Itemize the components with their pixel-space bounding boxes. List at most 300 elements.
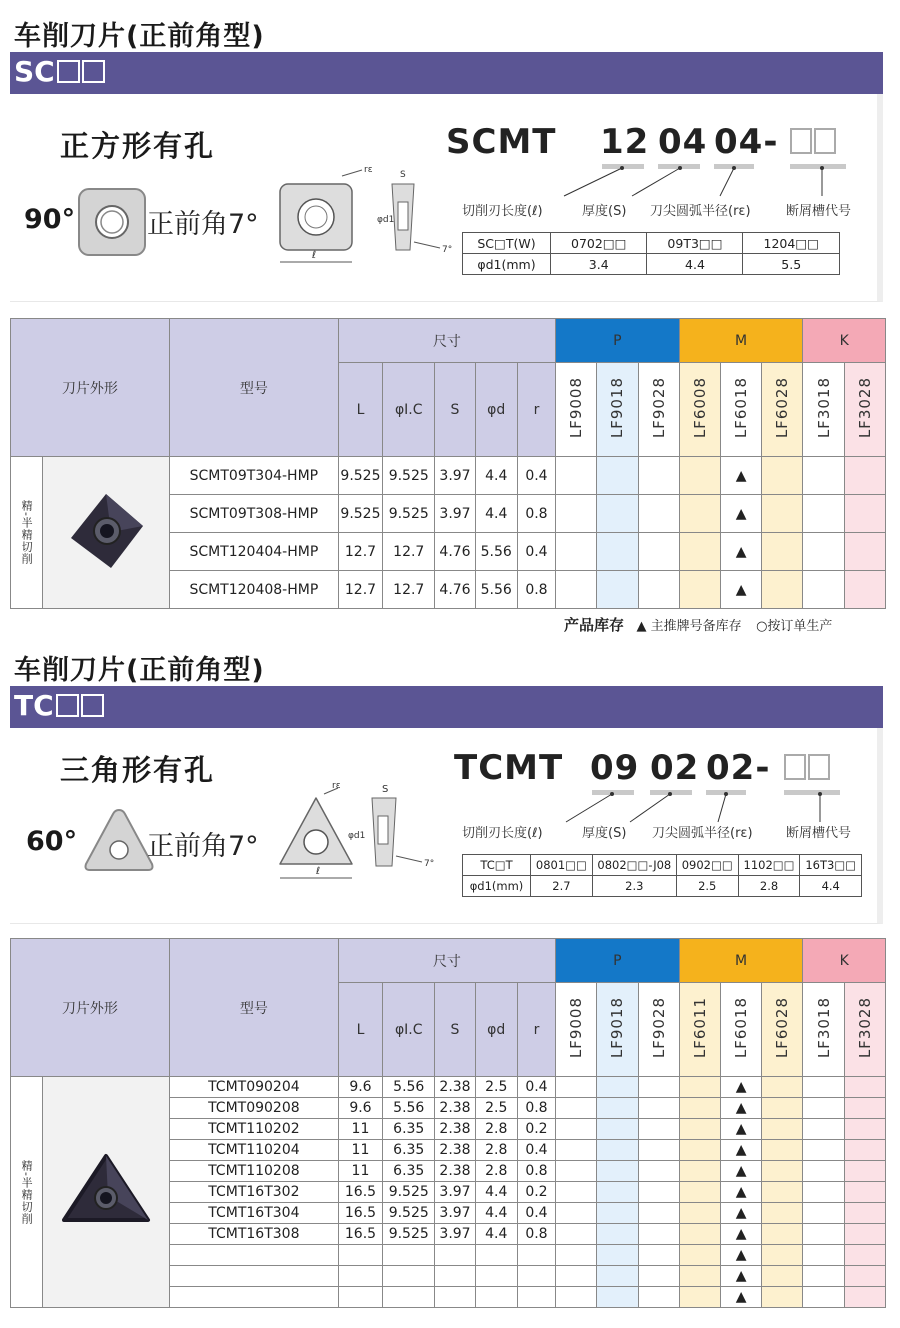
table-cell: P <box>556 939 680 983</box>
table-cell: 3.97 <box>435 457 475 495</box>
table-cell: φd <box>475 983 517 1077</box>
section2-heading: 车削刀片(正前角型) <box>14 655 265 686</box>
table-cell <box>844 1266 885 1287</box>
table-cell: 4.4 <box>475 1224 517 1245</box>
table-cell <box>762 1182 803 1203</box>
table-cell <box>638 1098 679 1119</box>
table-cell <box>43 457 170 609</box>
table-cell <box>638 1119 679 1140</box>
table-cell: 0.4 <box>517 533 555 571</box>
d1-label: φd1 <box>377 215 395 225</box>
table-cell: 1204□□ <box>743 233 840 254</box>
table-cell: 4.4 <box>475 1203 517 1224</box>
table-cell: 3.97 <box>435 1203 475 1224</box>
code-length: 09 <box>590 748 640 788</box>
table-cell <box>556 1245 597 1266</box>
table-cell: SC□T(W) <box>463 233 551 254</box>
table-cell: 2.38 <box>435 1161 475 1182</box>
side-label: 精-半精切削 <box>11 457 43 609</box>
table-cell <box>638 1287 679 1308</box>
table-cell <box>844 1077 885 1098</box>
table-cell: ▲ <box>720 571 761 609</box>
table-cell <box>844 1098 885 1119</box>
table-cell <box>679 457 720 495</box>
table-cell: 9.525 <box>383 1203 435 1224</box>
table-cell <box>679 533 720 571</box>
table-cell: LF3028 <box>844 983 885 1077</box>
table-cell <box>762 1245 803 1266</box>
angle-label: 7° <box>442 245 453 255</box>
table-cell: LF9008 <box>556 363 597 457</box>
table-cell <box>844 1140 885 1161</box>
table-cell: ▲ <box>720 1287 761 1308</box>
table-cell: LF6008 <box>679 363 720 457</box>
table-cell <box>803 533 844 571</box>
table-cell: 0902□□ <box>676 855 738 876</box>
group-m-header: M <box>679 319 803 363</box>
table-cell: TCMT16T302 <box>169 1182 338 1203</box>
s-label: S <box>400 170 406 180</box>
triangle-insert-drawing-icon <box>272 780 462 892</box>
section2-band-code: TC <box>14 689 54 722</box>
table-cell <box>844 571 885 609</box>
table-cell <box>638 1161 679 1182</box>
table-cell <box>597 1098 638 1119</box>
table-cell: 12.7 <box>383 533 435 571</box>
table-cell: 4.4 <box>800 876 862 897</box>
label-thickness: 厚度(S) <box>582 826 627 841</box>
table-cell: 2.5 <box>676 876 738 897</box>
table-cell <box>597 1161 638 1182</box>
table-cell: LF9028 <box>638 363 679 457</box>
table-cell <box>679 571 720 609</box>
table-cell: 尺寸 <box>338 939 555 983</box>
group-p-header: P <box>556 319 680 363</box>
table-cell: 型号 <box>169 939 338 1077</box>
table-cell: 4.76 <box>435 533 475 571</box>
table-cell <box>556 495 597 533</box>
table-cell: 12.7 <box>338 533 382 571</box>
table-cell: 3.97 <box>435 495 475 533</box>
section2-band <box>10 686 883 728</box>
table-cell <box>679 1077 720 1098</box>
table-cell <box>338 1245 382 1266</box>
table-cell <box>475 1266 517 1287</box>
table-cell <box>803 1182 844 1203</box>
triangle-insert-photo-icon <box>58 1150 154 1230</box>
table-cell <box>556 1266 597 1287</box>
table-cell: 0702□□ <box>551 233 647 254</box>
table-cell <box>597 1077 638 1098</box>
table-cell <box>638 571 679 609</box>
table-cell <box>556 1140 597 1161</box>
table-cell: 9.525 <box>383 1182 435 1203</box>
table-cell: 0.2 <box>517 1182 555 1203</box>
triangle-insert-icon <box>82 806 156 876</box>
table-cell <box>383 1287 435 1308</box>
table-cell <box>762 1203 803 1224</box>
section1-spec-panel <box>10 94 883 302</box>
code-prefix: SCMT <box>446 122 557 162</box>
table-cell: TC□T <box>463 855 531 876</box>
table-cell: 2.8 <box>475 1140 517 1161</box>
table-cell <box>762 457 803 495</box>
table-cell: 0801□□ <box>531 855 593 876</box>
table-cell <box>556 1098 597 1119</box>
table-cell <box>762 495 803 533</box>
rake-angle: 正前角7° <box>147 209 259 240</box>
table-cell <box>762 571 803 609</box>
table-cell: 5.56 <box>383 1098 435 1119</box>
label-chipbreaker: 断屑槽代号 <box>786 826 852 841</box>
section1-band-code: SC <box>14 55 55 88</box>
table-cell <box>638 457 679 495</box>
table-cell: 2.5 <box>475 1077 517 1098</box>
table-cell <box>435 1245 475 1266</box>
table-cell <box>556 1182 597 1203</box>
table-cell: 2.5 <box>475 1098 517 1119</box>
square-insert-icon <box>76 186 148 258</box>
table-row <box>11 1077 886 1098</box>
table-cell <box>169 1266 338 1287</box>
svg-text:7°: 7° <box>424 859 435 869</box>
table-cell <box>803 457 844 495</box>
table-cell: 12.7 <box>383 571 435 609</box>
table-cell <box>556 1077 597 1098</box>
table-cell <box>803 1203 844 1224</box>
table-cell: r <box>517 363 555 457</box>
table-cell: 2.38 <box>435 1119 475 1140</box>
table-cell <box>597 1287 638 1308</box>
table-cell: SCMT09T304-HMP <box>169 457 338 495</box>
table-cell <box>597 1245 638 1266</box>
table-cell: LF6028 <box>762 363 803 457</box>
table-cell <box>803 571 844 609</box>
table-cell <box>762 1140 803 1161</box>
table-cell: φd1(mm) <box>463 876 531 897</box>
table-cell <box>597 1203 638 1224</box>
table-cell <box>597 1182 638 1203</box>
table-cell: 4.4 <box>647 254 743 275</box>
table-cell: 6.35 <box>383 1140 435 1161</box>
table-cell: 4.4 <box>475 1182 517 1203</box>
table-cell: LF9008 <box>556 983 597 1077</box>
table-cell <box>435 1287 475 1308</box>
table-cell: 9.525 <box>338 495 382 533</box>
table-cell: LF3028 <box>844 363 885 457</box>
table-cell <box>844 457 885 495</box>
table-cell: 4.4 <box>475 457 517 495</box>
table-cell <box>844 1203 885 1224</box>
table-cell <box>844 1161 885 1182</box>
table-cell: φd <box>475 363 517 457</box>
section2-spec-panel <box>10 728 883 924</box>
table-cell <box>338 1287 382 1308</box>
label-edge-length: 切削刃长度(ℓ) <box>462 204 543 219</box>
table-cell: 2.38 <box>435 1140 475 1161</box>
table-cell <box>638 495 679 533</box>
table-cell <box>762 1287 803 1308</box>
table-cell: 16.5 <box>338 1182 382 1203</box>
placeholder-box-icon <box>81 694 104 717</box>
table-cell: 09T3□□ <box>647 233 743 254</box>
table-cell: LF6011 <box>679 983 720 1077</box>
hole-diameter-table <box>462 854 862 897</box>
table-cell: TCMT16T308 <box>169 1224 338 1245</box>
table-cell <box>762 1266 803 1287</box>
rake-angle: 正前角7° <box>147 831 259 862</box>
table-cell: S <box>435 363 475 457</box>
table-cell <box>638 533 679 571</box>
chipbreaker-placeholder <box>788 128 836 155</box>
table-cell: 3.97 <box>435 1224 475 1245</box>
table-cell <box>803 1161 844 1182</box>
table-cell: 16T3□□ <box>800 855 862 876</box>
table-cell: φI.C <box>383 983 435 1077</box>
square-insert-drawing-icon <box>272 162 464 274</box>
table-cell: ▲ <box>720 533 761 571</box>
table-cell <box>517 1287 555 1308</box>
table-cell <box>679 495 720 533</box>
table-cell <box>679 1203 720 1224</box>
table-cell <box>679 1266 720 1287</box>
table-cell <box>803 1077 844 1098</box>
table-cell: 9.6 <box>338 1077 382 1098</box>
table-cell <box>803 1140 844 1161</box>
table-cell: 2.38 <box>435 1077 475 1098</box>
table-cell <box>803 1119 844 1140</box>
table-cell <box>679 1161 720 1182</box>
table-cell <box>43 1077 170 1308</box>
label-edge-length: 切削刃长度(ℓ) <box>462 826 543 841</box>
table-cell <box>803 1098 844 1119</box>
label-chipbreaker: 断屑槽代号 <box>786 204 852 219</box>
table-cell: 0.8 <box>517 1161 555 1182</box>
table-cell <box>597 1266 638 1287</box>
section1-band <box>10 52 883 94</box>
table-cell <box>169 1245 338 1266</box>
table-cell: S <box>435 983 475 1077</box>
table-cell: SCMT120408-HMP <box>169 571 338 609</box>
table-cell <box>679 1098 720 1119</box>
code-radius: 02- <box>706 748 771 788</box>
table-cell <box>517 1245 555 1266</box>
label-nose-radius: 刀尖圆弧半径(rε) <box>652 826 753 841</box>
table-cell: 9.525 <box>383 495 435 533</box>
table-cell: 4.4 <box>475 495 517 533</box>
table-cell: LF9018 <box>597 363 638 457</box>
table-cell <box>556 1161 597 1182</box>
col-model-header: 型号 <box>169 319 338 457</box>
table-cell <box>383 1245 435 1266</box>
table-cell <box>638 1224 679 1245</box>
table-cell <box>762 1224 803 1245</box>
table-cell: 0.4 <box>517 1203 555 1224</box>
table-cell: M <box>679 939 803 983</box>
insert-angle: 60° <box>26 826 78 857</box>
table-cell <box>803 1287 844 1308</box>
re-label: rε <box>364 165 373 175</box>
table-cell: ▲ <box>720 1182 761 1203</box>
table-cell <box>597 533 638 571</box>
table-cell: ▲ <box>720 457 761 495</box>
table-cell: ▲ <box>720 1266 761 1287</box>
table-cell: ▲ <box>720 1119 761 1140</box>
table-cell: ▲ <box>720 1245 761 1266</box>
shape-title: 三角形有孔 <box>60 753 216 787</box>
table-cell: LF9018 <box>597 983 638 1077</box>
table-cell: 1102□□ <box>738 855 800 876</box>
table-cell <box>762 1161 803 1182</box>
table-cell <box>638 1140 679 1161</box>
table-cell <box>679 1224 720 1245</box>
code-thickness: 02 <box>650 748 700 788</box>
table-cell: LF6018 <box>720 983 761 1077</box>
code-radius: 04- <box>714 122 779 162</box>
table-cell: 0.8 <box>517 571 555 609</box>
table-cell <box>597 571 638 609</box>
table-cell: 11 <box>338 1119 382 1140</box>
table-cell: 9.525 <box>338 457 382 495</box>
table-cell: 5.56 <box>475 571 517 609</box>
table-cell: TCMT16T304 <box>169 1203 338 1224</box>
table-cell <box>762 533 803 571</box>
svg-text:φd1: φd1 <box>348 831 366 841</box>
col-shape-header: 刀片外形 <box>11 319 170 457</box>
table-cell: LF3018 <box>803 983 844 1077</box>
table-cell: 0.8 <box>517 1224 555 1245</box>
table-cell <box>169 1287 338 1308</box>
table-cell <box>556 1224 597 1245</box>
table-cell: 2.8 <box>475 1161 517 1182</box>
table-cell <box>679 1119 720 1140</box>
placeholder-box-icon <box>56 694 79 717</box>
table-cell: 2.38 <box>435 1098 475 1119</box>
table-cell <box>844 1245 885 1266</box>
table-cell <box>844 495 885 533</box>
table-cell <box>803 1224 844 1245</box>
table-cell: ▲ <box>720 1224 761 1245</box>
code-thickness: 04 <box>658 122 708 162</box>
product-table-tc <box>10 938 886 1308</box>
table-cell <box>803 1245 844 1266</box>
table-cell: 9.525 <box>383 457 435 495</box>
table-cell: 4.76 <box>435 571 475 609</box>
table-cell <box>679 1287 720 1308</box>
table-cell: 9.6 <box>338 1098 382 1119</box>
table-cell: 9.525 <box>383 1224 435 1245</box>
group-k-header: K <box>803 319 886 363</box>
hole-diameter-table <box>462 232 840 275</box>
table-cell: 16.5 <box>338 1203 382 1224</box>
square-insert-photo-icon <box>61 486 151 576</box>
table-cell: TCMT090204 <box>169 1077 338 1098</box>
table-cell: TCMT090208 <box>169 1098 338 1119</box>
table-cell <box>597 457 638 495</box>
table-cell <box>475 1287 517 1308</box>
insert-angle: 90° <box>24 204 76 235</box>
table-cell: 6.35 <box>383 1161 435 1182</box>
table-cell: 0.8 <box>517 1098 555 1119</box>
placeholder-box-icon <box>82 60 105 83</box>
table-cell <box>679 1182 720 1203</box>
table-cell: SCMT120404-HMP <box>169 533 338 571</box>
svg-text:ℓ: ℓ <box>316 866 321 877</box>
table-cell: 12.7 <box>338 571 382 609</box>
label-thickness: 厚度(S) <box>582 204 627 219</box>
shape-title: 正方形有孔 <box>60 129 216 163</box>
product-table-sc <box>10 318 886 609</box>
table-cell <box>638 1245 679 1266</box>
table-cell <box>383 1266 435 1287</box>
table-cell: LF6018 <box>720 363 761 457</box>
table-cell <box>638 1203 679 1224</box>
table-cell <box>556 1119 597 1140</box>
table-cell <box>556 1203 597 1224</box>
table-cell: 0.8 <box>517 495 555 533</box>
table-cell <box>844 1224 885 1245</box>
table-cell: TCMT110204 <box>169 1140 338 1161</box>
placeholder-box-icon <box>57 60 80 83</box>
table-cell: 11 <box>338 1140 382 1161</box>
table-cell <box>597 495 638 533</box>
table-cell: 0802□□-J08 <box>592 855 676 876</box>
table-cell: 刀片外形 <box>11 939 170 1077</box>
table-cell: ▲ <box>720 1140 761 1161</box>
table-cell: 6.35 <box>383 1119 435 1140</box>
table-cell: K <box>803 939 886 983</box>
table-cell: 5.56 <box>475 533 517 571</box>
table-cell: 0.4 <box>517 1140 555 1161</box>
table-cell <box>556 571 597 609</box>
table-cell <box>517 1266 555 1287</box>
table-cell <box>597 1119 638 1140</box>
table-cell: LF3018 <box>803 363 844 457</box>
table-cell <box>844 1119 885 1140</box>
table-cell <box>338 1266 382 1287</box>
svg-text:S: S <box>382 784 389 795</box>
table-cell: ▲ <box>720 1161 761 1182</box>
stock-legend: 产品库存 ▲ 主推牌号备库存 ○按订单生产 <box>564 616 833 634</box>
table-cell: 精-半精切削 <box>11 1077 43 1308</box>
table-cell <box>475 1245 517 1266</box>
table-cell: 2.8 <box>475 1119 517 1140</box>
table-cell: 2.7 <box>531 876 593 897</box>
table-cell: TCMT110202 <box>169 1119 338 1140</box>
table-cell <box>762 1077 803 1098</box>
table-cell: LF9028 <box>638 983 679 1077</box>
table-cell: φI.C <box>383 363 435 457</box>
table-cell: L <box>338 363 382 457</box>
table-cell: 0.2 <box>517 1119 555 1140</box>
table-cell: ▲ <box>720 1077 761 1098</box>
section1-heading: 车削刀片(正前角型) <box>14 21 265 52</box>
table-cell <box>597 1224 638 1245</box>
table-cell <box>638 1182 679 1203</box>
table-cell <box>762 1098 803 1119</box>
table-cell: TCMT110208 <box>169 1161 338 1182</box>
table-cell: φd1(mm) <box>463 254 551 275</box>
table-cell: ▲ <box>720 1203 761 1224</box>
table-cell: 16.5 <box>338 1224 382 1245</box>
svg-text:rε: rε <box>332 781 341 791</box>
table-cell <box>597 1140 638 1161</box>
table-cell: 11 <box>338 1161 382 1182</box>
label-nose-radius: 刀尖圆弧半径(rε) <box>650 204 751 219</box>
table-cell: LF6028 <box>762 983 803 1077</box>
table-cell <box>762 1119 803 1140</box>
table-cell: SCMT09T308-HMP <box>169 495 338 533</box>
